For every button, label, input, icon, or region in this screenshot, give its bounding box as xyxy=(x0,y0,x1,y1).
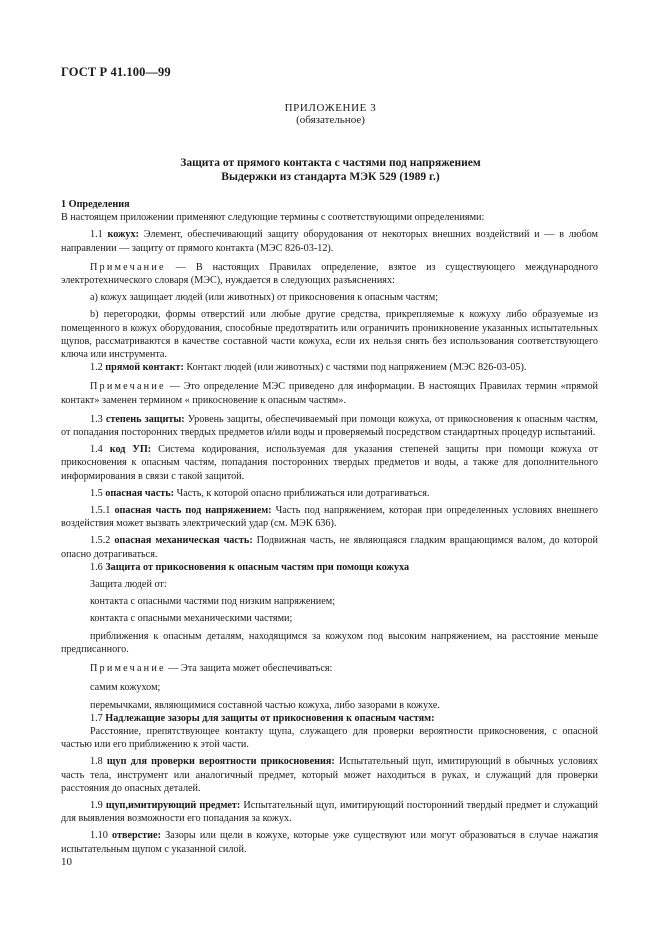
definition-1-2 xyxy=(61,361,598,374)
def-text: Часть под напряжением, которая при определенных условиях внешнего воздействия может вызвать электрический удар (см. МЭК 636). xyxy=(61,505,599,530)
page-number: 10 xyxy=(61,856,72,868)
document-body xyxy=(61,198,599,856)
definition-1-3 xyxy=(61,413,598,439)
def-text: Контакт людей (или животных) с частями под напряжением (МЭС 826-03-05). xyxy=(183,362,527,374)
document-id-header: ГОСТ Р 41.100—99 xyxy=(61,65,171,79)
note-1-item-b: b) перегородки, формы отверстий или любые другие средства, прикрепляемые к кожуху либо образуемые из помещенного в кожух оборудования, способные предотвратить или ограничить проникновение указанных испытательных щупов, рассматриваются в качестве составной части кожуха, если их нельзя снять без использования соответствующего ключа или инструмента. xyxy=(61,309,598,361)
def-num: 1.2 xyxy=(90,362,106,374)
def-term: кожух: xyxy=(107,229,140,241)
section-heading-line1: Защита от прямого контакта с частями под напряжением xyxy=(180,157,481,169)
def-term: щуп для проверки вероятности прикосновения: xyxy=(106,756,335,768)
note-label: Примечание xyxy=(90,381,166,393)
list-line: контакта с опасными частями под низким напряжением; xyxy=(90,596,336,608)
definition-1-10 xyxy=(61,829,598,855)
definition-1-5-1 xyxy=(61,504,598,530)
def-num: 1.3 xyxy=(90,413,106,425)
note-text: — Это определение МЭС приведено для информации. В настоящих Правилах термин «прямой контакт» заменен термином « прикосновение к опасным частям». xyxy=(61,381,598,406)
def-num: 1.10 xyxy=(90,830,112,842)
definition-1-5 xyxy=(90,487,598,500)
list-line: самим кожухом; xyxy=(90,682,161,694)
def-num: 1.8 xyxy=(90,756,107,768)
list-line: Защита людей от: xyxy=(90,579,167,591)
def-text: Зазоры или щели в кожухе, которые уже существуют или могут образоваться в случае нажатия испытательным щупом с указанной силой. xyxy=(61,830,599,855)
def-num: 1.4 xyxy=(90,444,110,456)
list-line: контакта с опасными механическими частями; xyxy=(90,613,293,625)
section-title: 1 Определения xyxy=(61,199,130,210)
note-2 xyxy=(61,380,598,406)
def-term: Защита от прикосновения к опасным частям при помощи кожуха xyxy=(105,561,410,573)
definition-1-9 xyxy=(61,799,598,825)
def-term: Надлежащие зазоры для защиты от прикосновения к опасным частям: xyxy=(105,712,435,724)
def-text: Система кодирования, используемая для указания степеней защиты при помощи кожуха от прикосновения к опасным частям, попадания посторонних твердых предметов и воды, а также для дополнительного информирования в связи с такой защитой. xyxy=(61,444,598,482)
definition-1-5-2 xyxy=(61,534,598,560)
list-line: приближения к опасным деталям, находящимся за кожухом под высоким напряжением, на расстояние меньше предписанного. xyxy=(61,630,598,655)
note-text: — В настоящих Правилах определение, взятое из существующего международного электротехнического словаря (МЭС), нуждается в следующих разъяснениях: xyxy=(61,261,598,287)
definition-1-8 xyxy=(61,755,598,795)
definition-1-4 xyxy=(61,443,598,483)
definition-1-1 xyxy=(61,228,598,254)
def-text: Часть, к которой опасно приближаться или дотрагиваться. xyxy=(174,487,430,499)
def-term: опасная механическая часть: xyxy=(114,535,253,547)
note-1-item-a: а) кожух защищает людей (или животных) от прикосновения к опасным частям; xyxy=(90,292,439,304)
appendix-title: ПРИЛОЖЕНИЕ 3 xyxy=(284,102,377,114)
appendix-subtitle: (обязательное) xyxy=(296,114,365,126)
note-1 xyxy=(61,261,598,287)
def-num: 1.1 xyxy=(90,229,108,241)
def-num: 1.6 xyxy=(90,561,106,573)
def-text: Элемент, обеспечивающий защиту оборудования от некоторых внешних воздействий и — в любом направлении — защиту от прямого контакта (МЭС 826-03-12). xyxy=(61,229,599,254)
def-term: щуп,имитирующий предмет: xyxy=(105,799,241,811)
def-text: Уровень защиты, обеспечиваемый при помощи кожуха, от прикосновения к опасным частям, от попадания посторонних твердых предметов и/или воды и проверяемый посредством стандартных процедур испытаний. xyxy=(61,413,598,439)
def-term: опасная часть: xyxy=(105,487,175,499)
note-label: Примечание xyxy=(90,261,166,273)
def-num: 1.5 xyxy=(90,487,106,499)
note-label: Примечание xyxy=(90,663,166,675)
paragraph-intro: В настоящем приложении применяют следующие термины с соответствующими определениями: xyxy=(61,212,485,224)
note-text: — Эта защита может обеспечиваться: xyxy=(165,663,333,675)
def-term: опасная часть под напряжением: xyxy=(114,505,272,517)
def-term: степень защиты: xyxy=(105,413,185,425)
def-text: Испытательный щуп, имитирующий в обычных условиях часть тела, инструмент или аналогичный предмет, который может находиться в руках, и служащий для проверки расстояния до опасных деталей. xyxy=(61,756,598,794)
def-term: отверстие: xyxy=(112,830,161,842)
definition-1-7-text: Расстояние, препятствующее контакту щупа, служащего для проверки вероятности прикосновения, с опасной частью или его приближению к этой части. xyxy=(61,725,598,751)
def-num: 1.5.2 xyxy=(90,535,115,547)
def-num: 1.9 xyxy=(90,799,106,811)
definition-1-6 xyxy=(90,561,598,574)
note-3 xyxy=(90,662,598,675)
def-term: прямой контакт: xyxy=(105,362,184,374)
def-num: 1.7 xyxy=(90,712,106,724)
def-term: код УП: xyxy=(109,444,152,456)
def-num: 1.5.1 xyxy=(90,505,115,517)
section-heading-line2: Выдержки из стандарта МЭК 529 (1989 г.) xyxy=(221,171,440,183)
definition-1-7 xyxy=(90,712,598,725)
def-text: Подвижная часть, не являющаяся гладким вращающимся валом, до которой опасно дотрагиваться. xyxy=(61,535,598,560)
list-line: перемычками, являющимися составной частью кожуха, либо зазорами в кожухе. xyxy=(90,699,440,711)
def-text: Испытательный щуп, имитирующий посторонний твердый предмет и служащий для выявления возможности его попадания за кожух. xyxy=(61,799,598,825)
